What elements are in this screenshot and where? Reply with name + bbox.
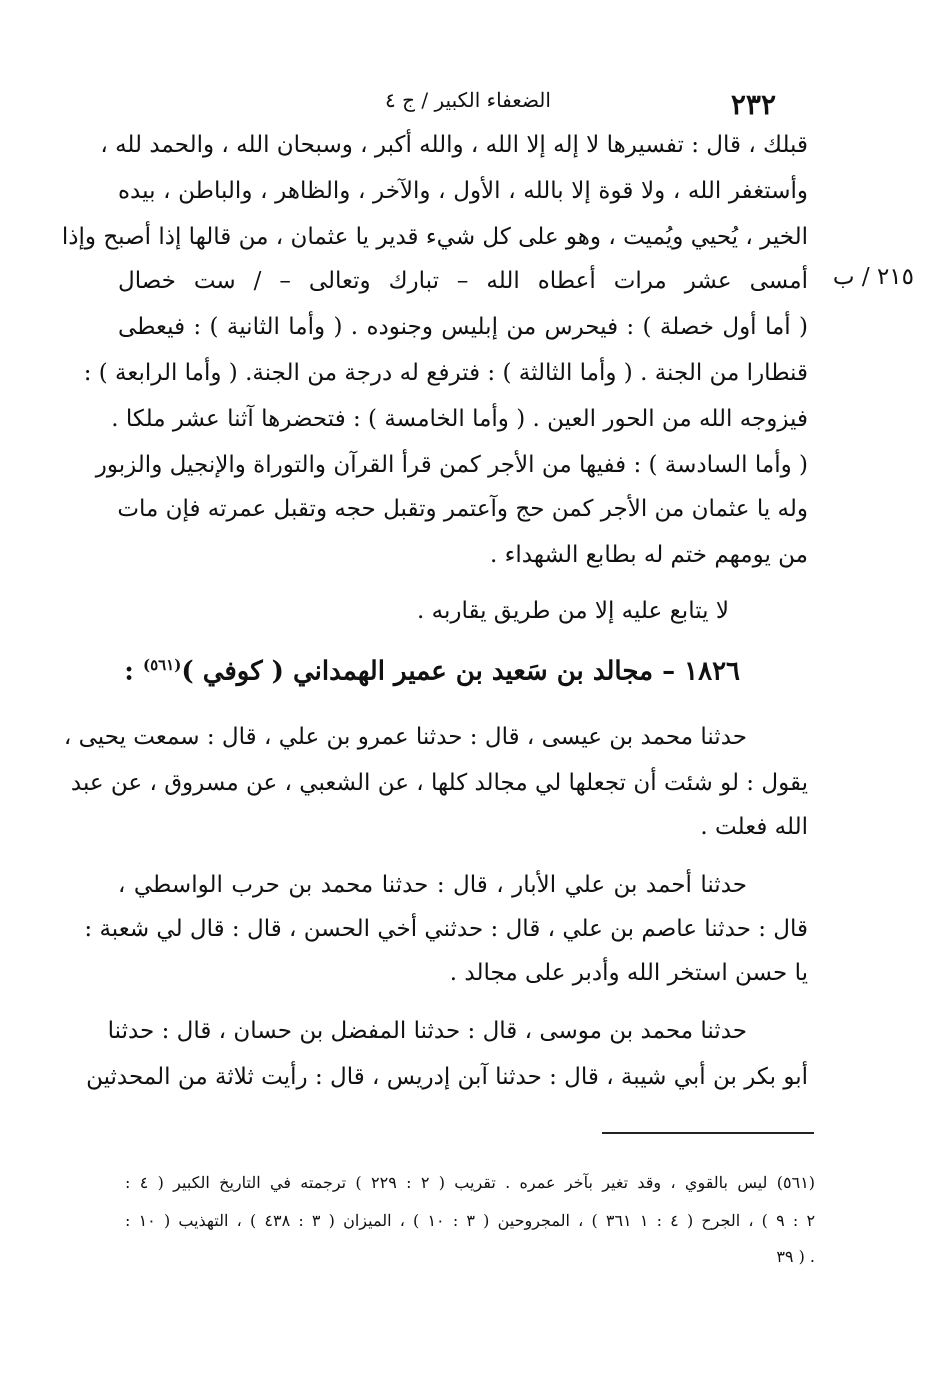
entry-heading-text: ١٨٢٦ – مجالد بن سَعيد بن عمير الهمداني ( كوفي ) xyxy=(181,656,740,687)
text-line: ( أما أول خصلة ) : فيحرس من إبليس وجنوده . ( وأما الثانية ) : فيعطى xyxy=(118,314,808,340)
entry-heading xyxy=(124,656,740,687)
manuscript-folio-note: ٢١٥ / ب xyxy=(832,264,914,290)
text-line: أبو بكر بن أبي شيبة ، قال : حدثنا آبن إدريس ، قال : رأيت ثلاثة من المحدثين xyxy=(86,1064,808,1090)
text-line: يا حسن استخر الله وأدبر على مجالد . xyxy=(449,960,808,986)
page-number: ٢٣٢ xyxy=(730,88,776,121)
entry-heading-colon: : xyxy=(124,656,134,687)
text-line: من يومهم ختم له بطابع الشهداء . xyxy=(489,542,808,568)
text-line: حدثنا أحمد بن علي الأبار ، قال : حدثنا محمد بن حرب الواسطي ، xyxy=(118,872,747,898)
footnote-separator xyxy=(602,1132,814,1134)
text-line: قال : حدثنا عاصم بن علي ، قال : حدثني أخي الحسن ، قال : قال لي شعبة : xyxy=(84,916,808,942)
footnote-reference: (٥٦١) xyxy=(142,656,182,674)
text-line: وله يا عثمان من الأجر كمن حج وآعتمر وتقبل حجه وتقبل عمرته فإن مات xyxy=(117,496,808,522)
text-line: أمسى عشر مرات أعطاه الله – تبارك وتعالى – / ست خصال xyxy=(118,268,808,294)
footnote-line: ٣٩ ) . xyxy=(776,1247,815,1266)
text-line: يقول : لو شئت أن تجعلها لي مجالد كلها ، عن الشعبي ، عن مسروق ، عن عبد xyxy=(70,770,808,796)
text-line: قبلك ، قال : تفسيرها لا إله إلا الله ، والله أكبر ، وسبحان الله ، والحمد لله ، xyxy=(100,132,808,158)
text-line: حدثنا محمد بن موسى ، قال : حدثنا المفضل بن حسان ، قال : حدثنا xyxy=(107,1018,747,1044)
footnote-line: ٢ : ٩ ) ، الجرح ( ٤ : ١ ٣٦١ ) ، المجروحين ( ٣ : ١٠ ) ، الميزان ( ٣ : ٤٣٨ ) ، التهذيب ( ١٠ : xyxy=(125,1211,816,1230)
text-line: قنطارا من الجنة . ( وأما الثالثة ) : فترفع له درجة من الجنة. ( وأما الرابعة ) : xyxy=(83,360,808,386)
text-line: ( وأما السادسة ) : ففيها من الأجر كمن قرأ القرآن والتوراة والإنجيل والزبور xyxy=(95,452,808,478)
running-header-title: الضعفاء الكبير / ج ٤ xyxy=(385,88,551,112)
footnote-line: (٥٦١) ليس بالقوي ، وقد تغير بآخر عمره . تقريب ( ٢ : ٢٢٩ ) ترجمته في التاريخ الكبير ( ٤ : xyxy=(125,1173,816,1192)
text-line: الخير ، يُحيي ويُميت ، وهو على كل شيء قدير يا عثمان ، من قالها إذا أصبح وإذا xyxy=(61,224,808,250)
text-line: الله فعلت . xyxy=(700,814,808,840)
text-line: فيزوجه الله من الحور العين . ( وأما الخامسة ) : فتحضرها آثنا عشر ملكا . xyxy=(111,406,808,432)
text-line: وأستغفر الله ، ولا قوة إلا بالله ، الأول ، والآخر ، والظاهر ، والباطن ، بيده xyxy=(118,178,808,204)
text-line: حدثنا محمد بن عيسى ، قال : حدثنا عمرو بن علي ، قال : سمعت يحيى ، xyxy=(63,724,747,750)
closing-remark: لا يتابع عليه إلا من طريق يقاربه . xyxy=(416,598,729,624)
